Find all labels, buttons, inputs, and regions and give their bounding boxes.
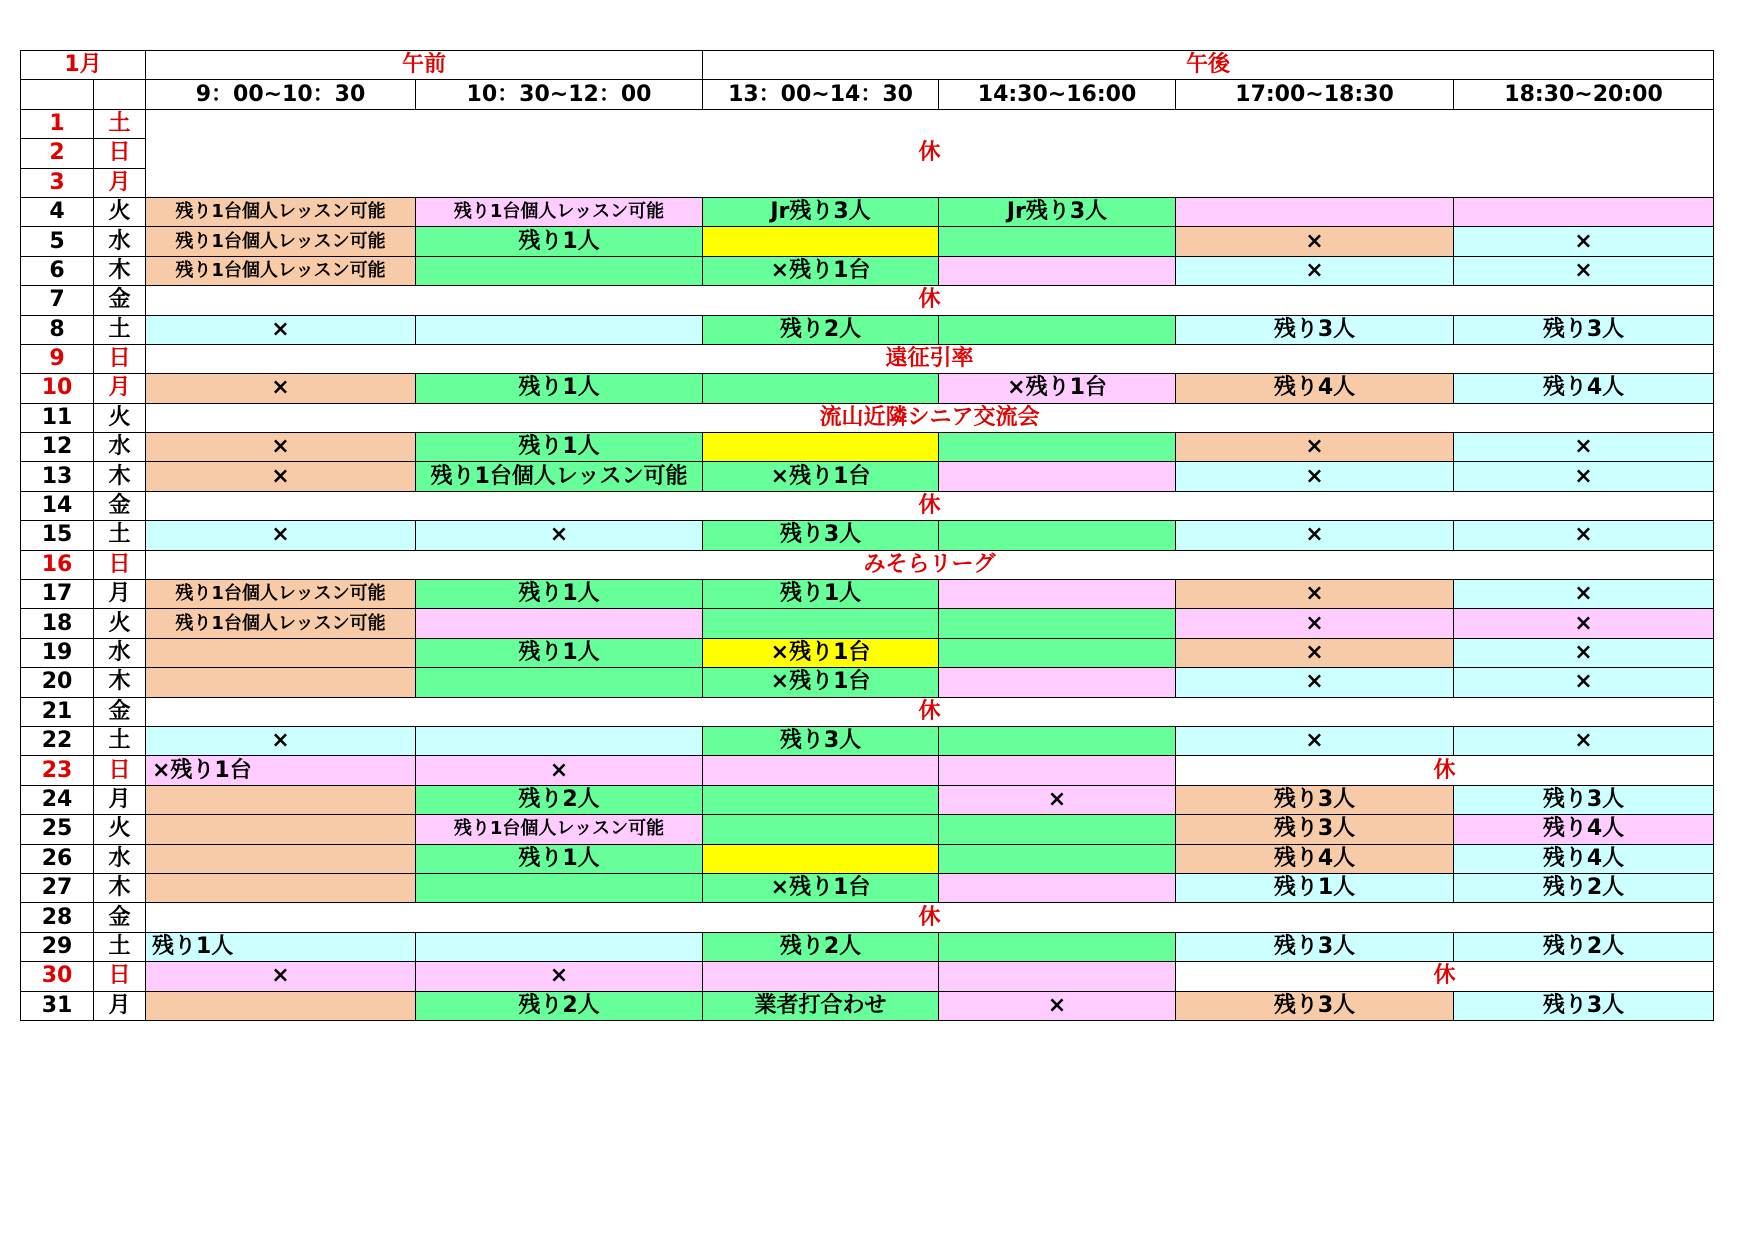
day-number: 19 xyxy=(21,638,94,667)
slot-cell: 残り2人 xyxy=(416,991,703,1020)
slot-cell xyxy=(939,521,1176,550)
slot-cell xyxy=(939,726,1176,755)
schedule-table xyxy=(20,50,1714,1021)
weekday: 水 xyxy=(94,433,146,462)
closed-block: 休 xyxy=(146,109,1714,197)
day-number: 9 xyxy=(21,344,94,373)
weekday: 日 xyxy=(94,756,146,785)
slot-cell: × xyxy=(146,315,416,344)
slot-cell xyxy=(146,815,416,844)
slot-cell: 残り3人 xyxy=(703,521,939,550)
slot-cell xyxy=(939,668,1176,697)
day-number: 30 xyxy=(21,962,94,991)
slot-cell: ×残り1台 xyxy=(703,256,939,285)
slot-cell: × xyxy=(146,462,416,491)
header-row-slots xyxy=(21,80,1714,109)
slot-cell xyxy=(416,932,703,961)
day-number: 11 xyxy=(21,403,94,432)
slot-cell: 残り1台個人レッスン可能 xyxy=(416,815,703,844)
day-row xyxy=(21,403,1714,432)
weekday: 日 xyxy=(94,550,146,579)
slot-cell: 残り1人 xyxy=(146,932,416,961)
slot-cell xyxy=(703,962,939,991)
slot-cell xyxy=(703,756,939,785)
slot-cell: × xyxy=(416,521,703,550)
day-row xyxy=(21,903,1714,932)
slot-cell: 残り3人 xyxy=(1176,315,1454,344)
day-number: 21 xyxy=(21,697,94,726)
slot-cell: × xyxy=(146,726,416,755)
day-row xyxy=(21,286,1714,315)
slot-cell: 残り1台個人レッスン可能 xyxy=(146,580,416,609)
month-label: 1月 xyxy=(21,51,146,80)
day-number: 25 xyxy=(21,815,94,844)
day-row xyxy=(21,844,1714,873)
slot-cell: 残り2人 xyxy=(703,315,939,344)
slot-cell: × xyxy=(1176,256,1454,285)
slot-cell xyxy=(939,433,1176,462)
slot-cell: 残り2人 xyxy=(416,785,703,814)
day-row xyxy=(21,109,1714,138)
slot-header: 10：30~12：00 xyxy=(416,80,703,109)
slot-cell xyxy=(146,844,416,873)
slot-cell xyxy=(146,873,416,902)
day-number: 16 xyxy=(21,550,94,579)
slot-cell: 残り1人 xyxy=(416,374,703,403)
slot-cell xyxy=(703,227,939,256)
day-number: 3 xyxy=(21,168,94,197)
day-row xyxy=(21,580,1714,609)
day-number: 20 xyxy=(21,668,94,697)
slot-cell xyxy=(939,256,1176,285)
slot-cell: 残り1人 xyxy=(416,580,703,609)
day-number: 23 xyxy=(21,756,94,785)
slot-cell: × xyxy=(1176,521,1454,550)
day-row xyxy=(21,815,1714,844)
weekday: 水 xyxy=(94,638,146,667)
slot-cell xyxy=(703,815,939,844)
weekday: 木 xyxy=(94,256,146,285)
weekday: 土 xyxy=(94,726,146,755)
slot-cell: ×残り1台 xyxy=(703,462,939,491)
event-cell: 休 xyxy=(146,491,1714,520)
slot-cell xyxy=(416,609,703,638)
slot-cell: 残り4人 xyxy=(1454,374,1714,403)
day-number: 2 xyxy=(21,139,94,168)
slot-cell xyxy=(939,609,1176,638)
slot-cell: × xyxy=(1454,609,1714,638)
slot-header: 14:30~16:00 xyxy=(939,80,1176,109)
day-row xyxy=(21,609,1714,638)
day-row xyxy=(21,374,1714,403)
slot-cell xyxy=(939,873,1176,902)
slot-cell xyxy=(939,962,1176,991)
slot-cell: × xyxy=(146,433,416,462)
weekday: 日 xyxy=(94,139,146,168)
slot-cell: × xyxy=(1176,227,1454,256)
slot-cell xyxy=(939,315,1176,344)
slot-cell: × xyxy=(146,962,416,991)
slot-cell xyxy=(703,433,939,462)
slot-cell: 残り1台個人レッスン可能 xyxy=(146,197,416,226)
slot-cell: 残り1台個人レッスン可能 xyxy=(146,256,416,285)
slot-cell: Jr残り3人 xyxy=(939,197,1176,226)
weekday: 金 xyxy=(94,491,146,520)
day-row xyxy=(21,697,1714,726)
day-number: 10 xyxy=(21,374,94,403)
slot-cell: × xyxy=(1176,609,1454,638)
slot-header: 13：00~14：30 xyxy=(703,80,939,109)
slot-header: 9：00~10：30 xyxy=(146,80,416,109)
slot-cell: × xyxy=(1176,580,1454,609)
slot-cell: ×残り1台 xyxy=(703,638,939,667)
slot-cell: × xyxy=(1454,256,1714,285)
slot-cell: × xyxy=(1454,638,1714,667)
day-number: 15 xyxy=(21,521,94,550)
slot-cell: Jr残り3人 xyxy=(703,197,939,226)
event-cell: 流山近隣シニア交流会 xyxy=(146,403,1714,432)
day-row xyxy=(21,550,1714,579)
slot-cell xyxy=(703,844,939,873)
slot-cell: 残り2人 xyxy=(1454,932,1714,961)
slot-header: 18:30~20:00 xyxy=(1454,80,1714,109)
slot-cell: × xyxy=(416,756,703,785)
slot-cell: 残り3人 xyxy=(1176,785,1454,814)
blank-header-cell xyxy=(21,80,94,109)
weekday: 火 xyxy=(94,815,146,844)
day-number: 7 xyxy=(21,286,94,315)
slot-cell: 残り1台個人レッスン可能 xyxy=(416,462,703,491)
day-row xyxy=(21,521,1714,550)
day-number: 4 xyxy=(21,197,94,226)
day-number: 13 xyxy=(21,462,94,491)
day-row xyxy=(21,726,1714,755)
slot-cell xyxy=(416,315,703,344)
slot-cell xyxy=(146,668,416,697)
weekday: 月 xyxy=(94,374,146,403)
day-number: 26 xyxy=(21,844,94,873)
slot-cell: 残り3人 xyxy=(1454,315,1714,344)
event-cell: みそらリーグ xyxy=(146,550,1714,579)
weekday: 日 xyxy=(94,344,146,373)
day-row xyxy=(21,256,1714,285)
closed-cell: 休 xyxy=(1176,962,1714,991)
weekday: 土 xyxy=(94,109,146,138)
slot-cell: × xyxy=(1454,726,1714,755)
slot-cell xyxy=(939,580,1176,609)
slot-cell: 残り4人 xyxy=(1454,815,1714,844)
day-number: 27 xyxy=(21,873,94,902)
event-cell: 休 xyxy=(146,286,1714,315)
day-row xyxy=(21,197,1714,226)
weekday: 木 xyxy=(94,873,146,902)
day-row xyxy=(21,756,1714,785)
slot-cell xyxy=(1454,197,1714,226)
day-number: 12 xyxy=(21,433,94,462)
weekday: 月 xyxy=(94,168,146,197)
slot-cell: 残り1人 xyxy=(703,580,939,609)
day-row xyxy=(21,785,1714,814)
day-number: 17 xyxy=(21,580,94,609)
weekday: 水 xyxy=(94,227,146,256)
slot-cell xyxy=(416,256,703,285)
slot-cell xyxy=(1176,197,1454,226)
slot-cell: 残り1人 xyxy=(416,638,703,667)
slot-cell: ×残り1台 xyxy=(146,756,416,785)
day-number: 1 xyxy=(21,109,94,138)
day-number: 31 xyxy=(21,991,94,1020)
day-number: 6 xyxy=(21,256,94,285)
day-row xyxy=(21,433,1714,462)
header-row-period xyxy=(21,51,1714,80)
slot-cell xyxy=(939,932,1176,961)
day-row xyxy=(21,491,1714,520)
slot-cell xyxy=(703,785,939,814)
blank-header-cell xyxy=(94,80,146,109)
weekday: 金 xyxy=(94,903,146,932)
slot-cell: × xyxy=(1176,638,1454,667)
pm-header: 午後 xyxy=(703,51,1714,80)
slot-cell xyxy=(703,609,939,638)
weekday: 日 xyxy=(94,962,146,991)
am-header: 午前 xyxy=(146,51,703,80)
slot-cell: × xyxy=(939,785,1176,814)
slot-cell xyxy=(146,638,416,667)
slot-cell: 残り1人 xyxy=(416,433,703,462)
day-number: 14 xyxy=(21,491,94,520)
slot-cell: 残り4人 xyxy=(1176,374,1454,403)
day-number: 8 xyxy=(21,315,94,344)
slot-cell: × xyxy=(1454,668,1714,697)
weekday: 土 xyxy=(94,932,146,961)
slot-cell: 残り1台個人レッスン可能 xyxy=(146,227,416,256)
slot-cell xyxy=(939,638,1176,667)
slot-header: 17:00~18:30 xyxy=(1176,80,1454,109)
day-row xyxy=(21,638,1714,667)
event-cell: 休 xyxy=(146,903,1714,932)
weekday: 月 xyxy=(94,991,146,1020)
weekday: 火 xyxy=(94,609,146,638)
weekday: 土 xyxy=(94,315,146,344)
slot-cell: × xyxy=(146,374,416,403)
weekday: 火 xyxy=(94,197,146,226)
weekday: 月 xyxy=(94,580,146,609)
slot-cell: × xyxy=(1454,462,1714,491)
schedule-body xyxy=(21,51,1714,1021)
weekday: 水 xyxy=(94,844,146,873)
slot-cell: × xyxy=(1454,580,1714,609)
slot-cell: 残り2人 xyxy=(703,932,939,961)
slot-cell xyxy=(416,726,703,755)
slot-cell: 残り3人 xyxy=(703,726,939,755)
day-number: 5 xyxy=(21,227,94,256)
slot-cell xyxy=(939,462,1176,491)
day-number: 28 xyxy=(21,903,94,932)
slot-cell: 業者打合わせ xyxy=(703,991,939,1020)
slot-cell: 残り3人 xyxy=(1176,991,1454,1020)
day-row xyxy=(21,344,1714,373)
day-row xyxy=(21,962,1714,991)
event-cell: 休 xyxy=(146,697,1714,726)
weekday: 金 xyxy=(94,286,146,315)
slot-cell xyxy=(416,873,703,902)
slot-cell: ×残り1台 xyxy=(703,668,939,697)
slot-cell xyxy=(416,668,703,697)
closed-cell: 休 xyxy=(1176,756,1714,785)
slot-cell: 残り4人 xyxy=(1454,844,1714,873)
slot-cell: × xyxy=(1176,433,1454,462)
slot-cell: × xyxy=(939,991,1176,1020)
weekday: 月 xyxy=(94,785,146,814)
day-number: 29 xyxy=(21,932,94,961)
slot-cell xyxy=(146,785,416,814)
slot-cell: 残り3人 xyxy=(1176,932,1454,961)
slot-cell: 残り1人 xyxy=(416,227,703,256)
slot-cell: 残り3人 xyxy=(1176,815,1454,844)
day-row xyxy=(21,668,1714,697)
weekday: 木 xyxy=(94,668,146,697)
slot-cell: 残り1台個人レッスン可能 xyxy=(146,609,416,638)
slot-cell: 残り1台個人レッスン可能 xyxy=(416,197,703,226)
day-number: 18 xyxy=(21,609,94,638)
slot-cell xyxy=(939,844,1176,873)
slot-cell: × xyxy=(1454,227,1714,256)
weekday: 土 xyxy=(94,521,146,550)
slot-cell: × xyxy=(1176,462,1454,491)
slot-cell: × xyxy=(416,962,703,991)
day-number: 22 xyxy=(21,726,94,755)
slot-cell: 残り1人 xyxy=(1176,873,1454,902)
slot-cell: × xyxy=(1454,433,1714,462)
slot-cell: ×残り1台 xyxy=(939,374,1176,403)
slot-cell: 残り4人 xyxy=(1176,844,1454,873)
slot-cell xyxy=(146,991,416,1020)
weekday: 金 xyxy=(94,697,146,726)
slot-cell: ×残り1台 xyxy=(703,873,939,902)
weekday: 木 xyxy=(94,462,146,491)
slot-cell xyxy=(939,815,1176,844)
day-row xyxy=(21,315,1714,344)
slot-cell: × xyxy=(1176,668,1454,697)
day-row xyxy=(21,462,1714,491)
slot-cell xyxy=(939,756,1176,785)
event-cell: 遠征引率 xyxy=(146,344,1714,373)
slot-cell: 残り3人 xyxy=(1454,991,1714,1020)
slot-cell: 残り1人 xyxy=(416,844,703,873)
slot-cell: × xyxy=(1176,726,1454,755)
weekday: 火 xyxy=(94,403,146,432)
slot-cell xyxy=(939,227,1176,256)
day-row xyxy=(21,991,1714,1020)
day-row xyxy=(21,227,1714,256)
slot-cell: 残り2人 xyxy=(1454,873,1714,902)
day-row xyxy=(21,932,1714,961)
day-row xyxy=(21,873,1714,902)
slot-cell: × xyxy=(146,521,416,550)
slot-cell: 残り3人 xyxy=(1454,785,1714,814)
slot-cell: × xyxy=(1454,521,1714,550)
slot-cell xyxy=(703,374,939,403)
day-number: 24 xyxy=(21,785,94,814)
